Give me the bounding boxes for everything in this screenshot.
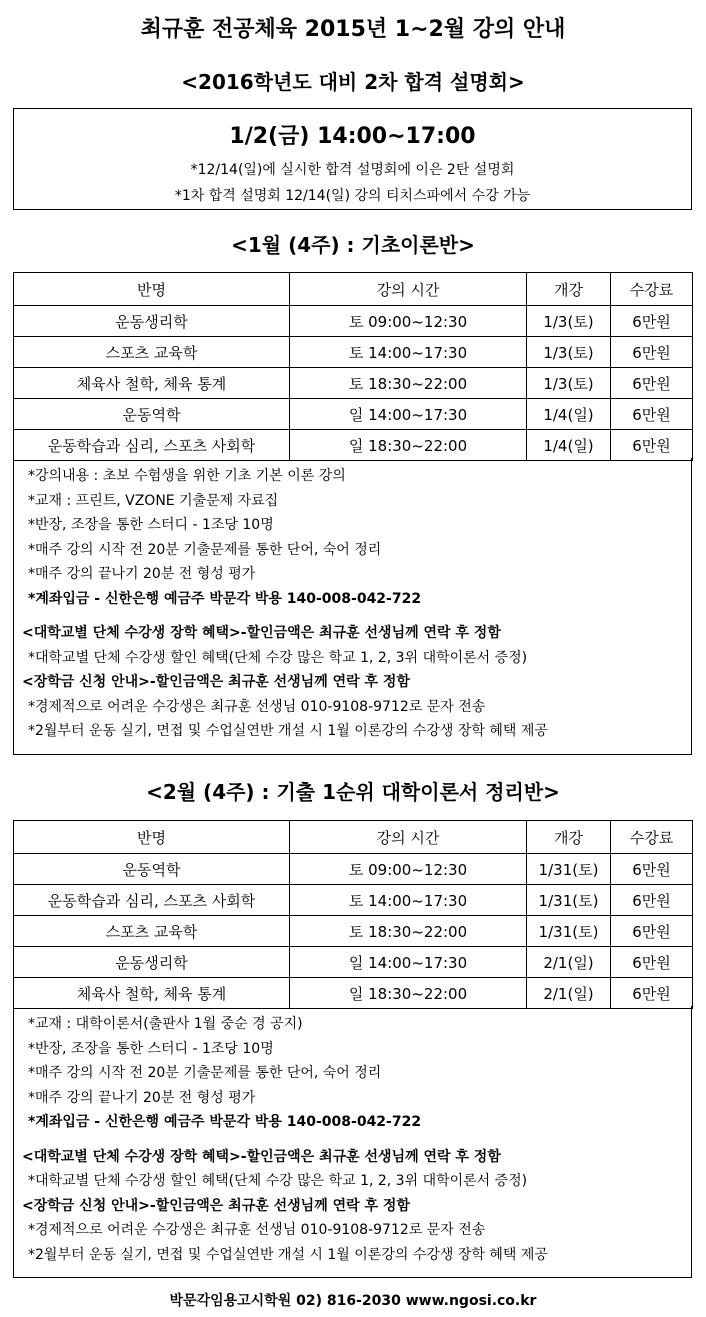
class-name: 체육사 철학, 체육 통계 xyxy=(14,978,290,1009)
academy-contact-footer: 박문각임용고시학원 02) 816-2030 www.ngosi.co.kr xyxy=(169,1293,537,1309)
table-row xyxy=(14,978,693,1009)
scholarship-note: *2월부터 운동 실기, 면접 및 수업실연반 개설 시 1월 이론강의 수강생 장학 혜택 제공 xyxy=(28,723,548,739)
class-name: 운동역학 xyxy=(14,854,290,885)
note-line: *반장, 조장을 통한 스터디 - 1조당 10명 xyxy=(28,517,274,533)
class-name: 운동학습과 심리, 스포츠 사회학 xyxy=(14,885,290,916)
class-time: 토 14:00~17:30 xyxy=(290,337,527,368)
table-row xyxy=(14,430,693,461)
column-header: 강의 시간 xyxy=(290,821,527,854)
tuition: 6만원 xyxy=(611,368,693,399)
tuition: 6만원 xyxy=(611,306,693,337)
class-name: 운동생리학 xyxy=(14,947,290,978)
note-line: *매주 강의 끝나기 20분 전 형성 평가 xyxy=(28,566,256,582)
tuition: 6만원 xyxy=(611,854,693,885)
tuition: 6만원 xyxy=(611,885,693,916)
scholarship-heading: <장학금 신청 안내>-할인금액은 최규훈 선생님께 연락 후 정함 xyxy=(22,1197,410,1214)
start-date: 1/4(일) xyxy=(527,399,611,430)
bank-account-note: *계좌입금 - 신한은행 예금주 박문각 박용 140-008-042-722 xyxy=(28,1114,422,1130)
class-name: 스포츠 교육학 xyxy=(14,916,290,947)
column-header: 수강료 xyxy=(611,273,693,306)
class-name: 운동생리학 xyxy=(14,306,290,337)
table-row xyxy=(14,399,693,430)
start-date: 1/31(토) xyxy=(527,916,611,947)
start-date: 1/3(토) xyxy=(527,337,611,368)
tuition: 6만원 xyxy=(611,978,693,1009)
tuition: 6만원 xyxy=(611,337,693,368)
start-date: 1/3(토) xyxy=(527,368,611,399)
group-discount-note: *대학교별 단체 수강생 할인 혜택(단체 수강 많은 학교 1, 2, 3위 대학이론서 증정) xyxy=(28,649,528,666)
note-line: *반장, 조장을 통한 스터디 - 1조당 10명 xyxy=(28,1040,274,1057)
class-time: 토 09:00~12:30 xyxy=(290,854,527,885)
table-row xyxy=(14,337,693,368)
table-row xyxy=(14,854,693,885)
briefing-note: *1차 합격 설명회 12/14(일) 강의 티치스파에서 수강 가능 xyxy=(174,188,531,204)
group-discount-heading: <대학교별 단체 수강생 장학 혜택>-할인금액은 최규훈 선생님께 연락 후 정함 xyxy=(22,1148,501,1165)
group-discount-heading: <대학교별 단체 수강생 장학 혜택>-할인금액은 최규훈 선생님께 연락 후 정함 xyxy=(22,625,501,641)
tuition: 6만원 xyxy=(611,430,693,461)
tuition: 6만원 xyxy=(611,399,693,430)
briefing-section-title: <2016학년도 대비 2차 합격 설명회> xyxy=(181,70,525,94)
note-line: *교재 : 대학이론서(출판사 1월 중순 경 공지) xyxy=(28,1016,303,1032)
page-title: 최규훈 전공체육 2015년 1~2월 강의 안내 xyxy=(140,17,566,42)
briefing-note: *12/14(일)에 실시한 합격 설명회에 이은 2탄 설명회 xyxy=(190,162,515,178)
tuition: 6만원 xyxy=(611,916,693,947)
column-header: 반명 xyxy=(14,821,290,854)
table-row xyxy=(14,306,693,337)
scholarship-note: *경제적으로 어려운 수강생은 최규훈 선생님 010-9108-9712로 문자 전송 xyxy=(28,1222,486,1238)
column-header: 수강료 xyxy=(611,821,693,854)
tuition: 6만원 xyxy=(611,947,693,978)
start-date: 1/31(토) xyxy=(527,854,611,885)
scholarship-heading: <장학금 신청 안내>-할인금액은 최규훈 선생님께 연락 후 정함 xyxy=(22,674,410,690)
note-line: *매주 강의 시작 전 20분 기출문제를 통한 단어, 숙어 정리 xyxy=(28,1065,382,1081)
start-date: 2/1(일) xyxy=(527,978,611,1009)
february-notes xyxy=(13,1006,692,1278)
class-time: 토 14:00~17:30 xyxy=(290,885,527,916)
january-notes xyxy=(13,458,692,755)
note-line: *교재 : 프린트, VZONE 기출문제 자료집 xyxy=(28,492,279,509)
column-header: 반명 xyxy=(14,273,290,306)
january-schedule-table xyxy=(13,272,693,461)
class-name: 운동학습과 심리, 스포츠 사회학 xyxy=(14,430,290,461)
group-discount-note: *대학교별 단체 수강생 할인 혜택(단체 수강 많은 학교 1, 2, 3위 대학이론서 증정) xyxy=(28,1173,528,1189)
briefing-box xyxy=(13,108,692,210)
table-row xyxy=(14,368,693,399)
january-section-title: <1월 (4주) : 기초이론반> xyxy=(231,233,475,257)
scholarship-note: *2월부터 운동 실기, 면접 및 수업실연반 개설 시 1월 이론강의 수강생 장학 혜택 제공 xyxy=(28,1246,548,1263)
class-name: 스포츠 교육학 xyxy=(14,337,290,368)
class-time: 일 18:30~22:00 xyxy=(290,978,527,1009)
class-time: 일 18:30~22:00 xyxy=(290,430,527,461)
class-time: 토 09:00~12:30 xyxy=(290,306,527,337)
column-header: 개강 xyxy=(527,273,611,306)
note-line: *매주 강의 끝나기 20분 전 형성 평가 xyxy=(28,1089,256,1106)
column-header: 강의 시간 xyxy=(290,273,527,306)
table-header-row xyxy=(14,821,693,854)
start-date: 1/4(일) xyxy=(527,430,611,461)
class-time: 일 14:00~17:30 xyxy=(290,399,527,430)
start-date: 1/3(토) xyxy=(527,306,611,337)
february-section-title: <2월 (4주) : 기출 1순위 대학이론서 정리반> xyxy=(146,780,560,804)
table-row xyxy=(14,916,693,947)
class-name: 운동역학 xyxy=(14,399,290,430)
note-line: *매주 강의 시작 전 20분 기출문제를 통한 단어, 숙어 정리 xyxy=(28,541,382,558)
class-time: 토 18:30~22:00 xyxy=(290,916,527,947)
class-time: 일 14:00~17:30 xyxy=(290,947,527,978)
start-date: 1/31(토) xyxy=(527,885,611,916)
class-name: 체육사 철학, 체육 통계 xyxy=(14,368,290,399)
table-row xyxy=(14,947,693,978)
class-time: 토 18:30~22:00 xyxy=(290,368,527,399)
february-schedule-table xyxy=(13,820,693,1009)
table-row xyxy=(14,885,693,916)
column-header: 개강 xyxy=(527,821,611,854)
bank-account-note: *계좌입금 - 신한은행 예금주 박문각 박용 140-008-042-722 xyxy=(28,590,422,607)
note-line: *강의내용 : 초보 수험생을 위한 기초 기본 이론 강의 xyxy=(28,468,346,484)
briefing-time: 1/2(금) 14:00~17:00 xyxy=(229,124,476,149)
table-header-row xyxy=(14,273,693,306)
scholarship-note: *경제적으로 어려운 수강생은 최규훈 선생님 010-9108-9712로 문자 전송 xyxy=(28,698,486,715)
start-date: 2/1(일) xyxy=(527,947,611,978)
